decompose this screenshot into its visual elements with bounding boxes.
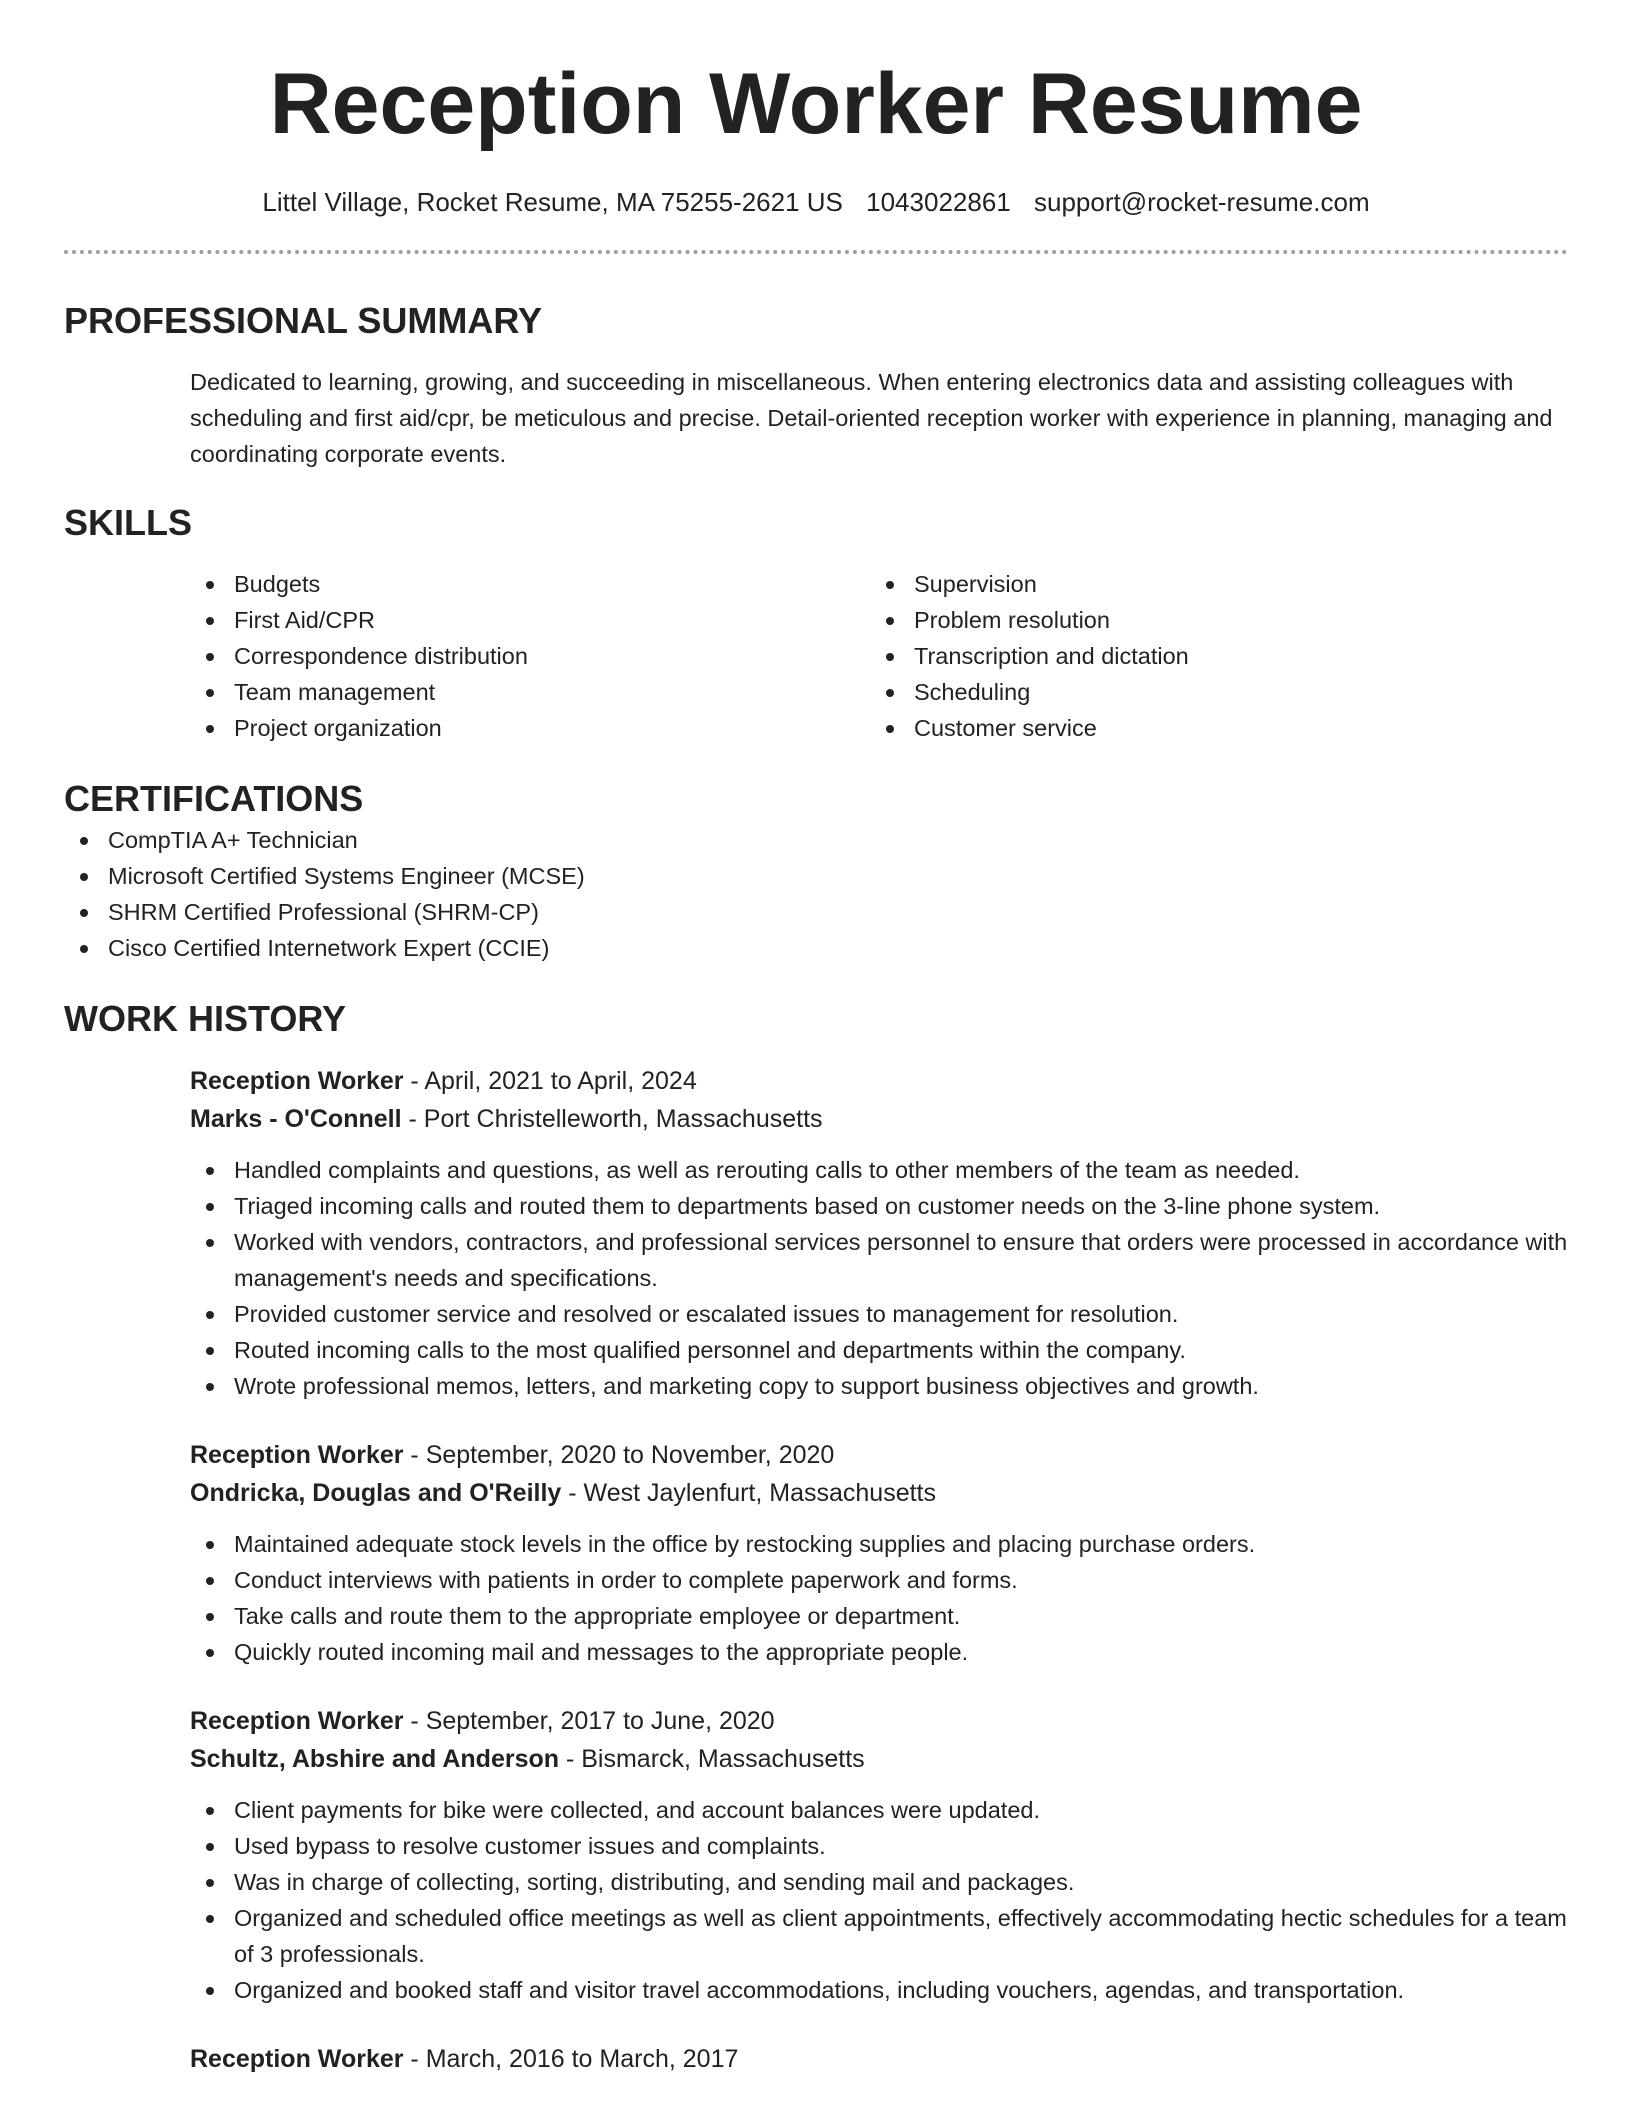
skill-item: Correspondence distribution bbox=[190, 638, 870, 674]
job-company: Marks - O'Connell bbox=[190, 1105, 402, 1133]
skill-item: Problem resolution bbox=[870, 602, 1550, 638]
certification-item: SHRM Certified Professional (SHRM-CP) bbox=[64, 894, 1568, 930]
section-heading-certifications: CERTIFICATIONS bbox=[64, 778, 364, 819]
skill-item: First Aid/CPR bbox=[190, 602, 870, 638]
skill-item: Project organization bbox=[190, 710, 870, 746]
contact-email: support@rocket-resume.com bbox=[1033, 187, 1370, 217]
job-duty: Organized and scheduled office meetings as well as client appointments, effectively accommodating hectic schedules for a team of 3 professionals. bbox=[190, 1900, 1568, 1972]
job-title: Reception Worker bbox=[190, 1067, 404, 1095]
job-entry bbox=[190, 1436, 1568, 1670]
certification-item: Cisco Certified Internetwork Expert (CCIE) bbox=[64, 930, 1568, 966]
skill-item: Team management bbox=[190, 674, 870, 710]
job-duty: Handled complaints and questions, as well as rerouting calls to other members of the team as needed. bbox=[190, 1152, 1568, 1188]
header-divider bbox=[64, 250, 1568, 254]
skill-item: Scheduling bbox=[870, 674, 1550, 710]
job-company-line bbox=[190, 1100, 1568, 1138]
job-title-line bbox=[190, 1062, 1568, 1100]
job-company-line bbox=[190, 1474, 1568, 1512]
job-duty: Routed incoming calls to the most qualified personnel and departments within the company. bbox=[190, 1332, 1568, 1368]
job-duties-list bbox=[190, 1792, 1568, 2008]
job-entry bbox=[190, 1062, 1568, 1404]
section-heading-skills: SKILLS bbox=[64, 502, 193, 543]
skill-item: Supervision bbox=[870, 566, 1550, 602]
job-duty: Conduct interviews with patients in order to complete paperwork and forms. bbox=[190, 1562, 1568, 1598]
job-location: - West Jaylenfurt, Massachusetts bbox=[561, 1479, 936, 1507]
summary-text: Dedicated to learning, growing, and succeeding in miscellaneous. When entering electronics data and assisting colleagues with scheduling and first aid/cpr, be meticulous and precise. Detail-oriented reception worker with experience in planning, managing and coordinating corporate events. bbox=[190, 369, 1553, 467]
job-title: Reception Worker bbox=[190, 1707, 404, 1735]
certification-item: Microsoft Certified Systems Engineer (MCSE) bbox=[64, 858, 1568, 894]
resume-page bbox=[64, 0, 1568, 2078]
job-entry bbox=[190, 1702, 1568, 2008]
certifications-list bbox=[64, 822, 1568, 966]
job-duties-list bbox=[190, 1152, 1568, 1404]
job-company: Ondricka, Douglas and O'Reilly bbox=[190, 1479, 562, 1507]
job-duties-list bbox=[190, 1526, 1568, 1670]
job-duty: Used bypass to resolve customer issues and complaints. bbox=[190, 1828, 1568, 1864]
contact-address: Littel Village, Rocket Resume, MA 75255-2621 US bbox=[262, 187, 843, 217]
section-heading-summary: PROFESSIONAL SUMMARY bbox=[64, 300, 543, 341]
section-heading-work-history: WORK HISTORY bbox=[64, 998, 347, 1039]
contact-line bbox=[64, 184, 1568, 220]
job-dates: - September, 2017 to June, 2020 bbox=[403, 1707, 775, 1735]
job-duty: Worked with vendors, contractors, and professional services personnel to ensure that orders were processed in accordance with management's needs and specifications. bbox=[190, 1224, 1568, 1296]
section-work-history bbox=[64, 996, 1568, 2078]
skills-columns bbox=[190, 566, 1568, 746]
job-company-line bbox=[190, 1740, 1568, 1778]
job-duty: Wrote professional memos, letters, and marketing copy to support business objectives and growth. bbox=[190, 1368, 1568, 1404]
job-duty: Quickly routed incoming mail and messages to the appropriate people. bbox=[190, 1634, 1568, 1670]
skills-list-right bbox=[870, 566, 1550, 746]
job-title-line bbox=[190, 1702, 1568, 1740]
job-location: - Port Christelleworth, Massachusetts bbox=[401, 1105, 823, 1133]
job-title: Reception Worker bbox=[190, 1441, 404, 1469]
job-duty: Client payments for bike were collected, and account balances were updated. bbox=[190, 1792, 1568, 1828]
job-duty: Was in charge of collecting, sorting, distributing, and sending mail and packages. bbox=[190, 1864, 1568, 1900]
job-duty: Triaged incoming calls and routed them to departments based on customer needs on the 3-line phone system. bbox=[190, 1188, 1568, 1224]
job-company: Schultz, Abshire and Anderson bbox=[190, 1745, 560, 1773]
job-title-line bbox=[190, 1436, 1568, 1474]
section-certifications bbox=[64, 776, 1568, 966]
skill-item: Customer service bbox=[870, 710, 1550, 746]
section-professional-summary bbox=[64, 298, 1568, 472]
job-entry bbox=[190, 2040, 1568, 2078]
section-skills bbox=[64, 500, 1568, 746]
job-dates: - March, 2016 to March, 2017 bbox=[403, 2045, 739, 2073]
job-title-line bbox=[190, 2040, 1568, 2078]
resume-title: Reception Worker Resume bbox=[269, 56, 1363, 152]
job-location: - Bismarck, Massachusetts bbox=[559, 1745, 865, 1773]
job-title: Reception Worker bbox=[190, 2045, 404, 2073]
certification-item: CompTIA A+ Technician bbox=[64, 822, 1568, 858]
skills-list-left bbox=[190, 566, 870, 746]
skill-item: Budgets bbox=[190, 566, 870, 602]
job-duty: Maintained adequate stock levels in the office by restocking supplies and placing purchase orders. bbox=[190, 1526, 1568, 1562]
job-duty: Take calls and route them to the appropriate employee or department. bbox=[190, 1598, 1568, 1634]
job-duty: Provided customer service and resolved or escalated issues to management for resolution. bbox=[190, 1296, 1568, 1332]
skill-item: Transcription and dictation bbox=[870, 638, 1550, 674]
contact-phone: 1043022861 bbox=[866, 187, 1011, 217]
job-dates: - April, 2021 to April, 2024 bbox=[403, 1067, 697, 1095]
job-dates: - September, 2020 to November, 2020 bbox=[403, 1441, 835, 1469]
job-duty: Organized and booked staff and visitor travel accommodations, including vouchers, agendas, and transportation. bbox=[190, 1972, 1568, 2008]
